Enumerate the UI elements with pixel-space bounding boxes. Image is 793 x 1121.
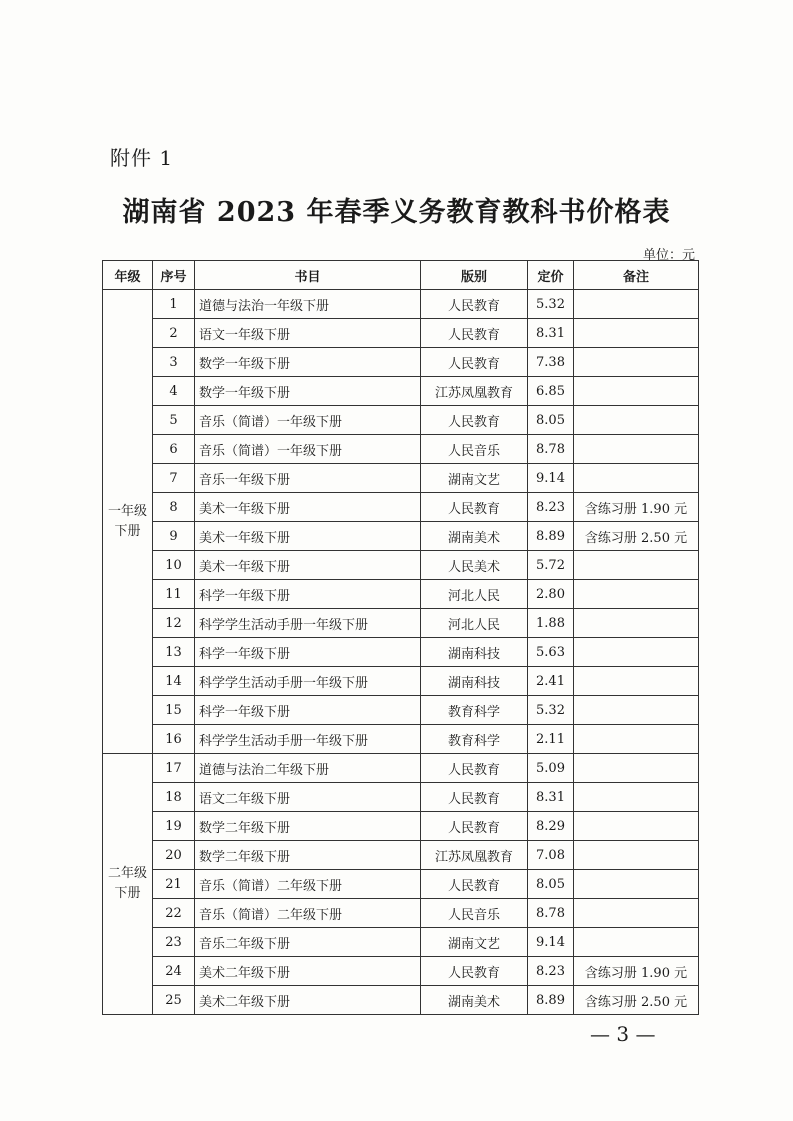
publisher-cell: 教育科学 bbox=[421, 725, 528, 754]
row-number-cell: 9 bbox=[153, 522, 195, 551]
table-row bbox=[103, 435, 699, 464]
book-title-cell: 美术一年级下册 bbox=[195, 522, 421, 551]
row-number-cell: 18 bbox=[153, 783, 195, 812]
note-cell bbox=[574, 580, 699, 609]
book-title-cell: 科学学生活动手册一年级下册 bbox=[195, 725, 421, 754]
note-cell: 含练习册 1.90 元 bbox=[574, 957, 699, 986]
grade-cell bbox=[103, 290, 153, 754]
publisher-cell: 江苏凤凰教育 bbox=[421, 841, 528, 870]
note-cell bbox=[574, 319, 699, 348]
note-cell bbox=[574, 667, 699, 696]
book-title-cell: 美术二年级下册 bbox=[195, 986, 421, 1015]
note-cell bbox=[574, 551, 699, 580]
header-title: 书目 bbox=[195, 261, 421, 290]
publisher-cell: 人民教育 bbox=[421, 319, 528, 348]
book-title-cell: 科学一年级下册 bbox=[195, 696, 421, 725]
note-cell: 含练习册 2.50 元 bbox=[574, 986, 699, 1015]
price-cell: 8.31 bbox=[528, 783, 574, 812]
table-row bbox=[103, 696, 699, 725]
row-number-cell: 1 bbox=[153, 290, 195, 319]
price-cell: 8.23 bbox=[528, 493, 574, 522]
price-cell: 1.88 bbox=[528, 609, 574, 638]
row-number-cell: 11 bbox=[153, 580, 195, 609]
price-cell: 8.78 bbox=[528, 899, 574, 928]
table-body bbox=[103, 290, 699, 1015]
price-cell: 5.72 bbox=[528, 551, 574, 580]
row-number-cell: 12 bbox=[153, 609, 195, 638]
note-cell bbox=[574, 638, 699, 667]
book-title-cell: 语文二年级下册 bbox=[195, 783, 421, 812]
price-table bbox=[102, 260, 699, 1015]
publisher-cell: 河北人民 bbox=[421, 609, 528, 638]
grade-cell bbox=[103, 754, 153, 1015]
attachment-label: 附件 1 bbox=[110, 146, 174, 170]
table-row bbox=[103, 580, 699, 609]
table-row bbox=[103, 928, 699, 957]
price-cell: 2.80 bbox=[528, 580, 574, 609]
page-number: — 3 — bbox=[590, 1022, 656, 1046]
price-cell: 5.32 bbox=[528, 696, 574, 725]
book-title-cell: 美术一年级下册 bbox=[195, 551, 421, 580]
table-row bbox=[103, 870, 699, 899]
table-row bbox=[103, 986, 699, 1015]
row-number-cell: 24 bbox=[153, 957, 195, 986]
note-cell bbox=[574, 754, 699, 783]
row-number-cell: 25 bbox=[153, 986, 195, 1015]
row-number-cell: 13 bbox=[153, 638, 195, 667]
price-cell: 8.31 bbox=[528, 319, 574, 348]
book-title-cell: 数学一年级下册 bbox=[195, 348, 421, 377]
price-cell: 8.05 bbox=[528, 406, 574, 435]
table-row bbox=[103, 406, 699, 435]
table-row bbox=[103, 725, 699, 754]
row-number-cell: 14 bbox=[153, 667, 195, 696]
table-row bbox=[103, 667, 699, 696]
table-row bbox=[103, 319, 699, 348]
book-title-cell: 科学学生活动手册一年级下册 bbox=[195, 609, 421, 638]
note-cell bbox=[574, 290, 699, 319]
header-note: 备注 bbox=[574, 261, 699, 290]
table-row bbox=[103, 551, 699, 580]
table-row bbox=[103, 609, 699, 638]
note-cell bbox=[574, 812, 699, 841]
note-cell bbox=[574, 899, 699, 928]
note-cell bbox=[574, 464, 699, 493]
note-cell bbox=[574, 870, 699, 899]
row-number-cell: 22 bbox=[153, 899, 195, 928]
header-no: 序号 bbox=[153, 261, 195, 290]
row-number-cell: 10 bbox=[153, 551, 195, 580]
table-row bbox=[103, 638, 699, 667]
publisher-cell: 湖南美术 bbox=[421, 522, 528, 551]
grade-label: 一年级 bbox=[107, 503, 147, 519]
publisher-cell: 人民教育 bbox=[421, 754, 528, 783]
book-title-cell: 数学二年级下册 bbox=[195, 841, 421, 870]
book-title-cell: 道德与法治二年级下册 bbox=[195, 754, 421, 783]
document-title: 湖南省 2023 年春季义务教育教科书价格表 bbox=[122, 197, 671, 228]
price-cell: 8.78 bbox=[528, 435, 574, 464]
publisher-cell: 人民教育 bbox=[421, 783, 528, 812]
note-cell: 含练习册 1.90 元 bbox=[574, 493, 699, 522]
table-row bbox=[103, 841, 699, 870]
publisher-cell: 人民教育 bbox=[421, 290, 528, 319]
row-number-cell: 5 bbox=[153, 406, 195, 435]
publisher-cell: 人民教育 bbox=[421, 870, 528, 899]
row-number-cell: 7 bbox=[153, 464, 195, 493]
publisher-cell: 湖南文艺 bbox=[421, 464, 528, 493]
publisher-cell: 人民教育 bbox=[421, 957, 528, 986]
note-cell bbox=[574, 348, 699, 377]
price-cell: 2.11 bbox=[528, 725, 574, 754]
row-number-cell: 23 bbox=[153, 928, 195, 957]
price-cell: 5.09 bbox=[528, 754, 574, 783]
price-cell: 5.32 bbox=[528, 290, 574, 319]
publisher-cell: 河北人民 bbox=[421, 580, 528, 609]
row-number-cell: 4 bbox=[153, 377, 195, 406]
note-cell bbox=[574, 696, 699, 725]
table-row bbox=[103, 957, 699, 986]
table-header-row bbox=[103, 261, 699, 290]
row-number-cell: 16 bbox=[153, 725, 195, 754]
note-cell bbox=[574, 725, 699, 754]
grade-label: 二年级 bbox=[107, 866, 147, 881]
table-row bbox=[103, 812, 699, 841]
table-row bbox=[103, 783, 699, 812]
book-title-cell: 科学学生活动手册一年级下册 bbox=[195, 667, 421, 696]
table-row bbox=[103, 899, 699, 928]
price-cell: 9.14 bbox=[528, 928, 574, 957]
publisher-cell: 湖南科技 bbox=[421, 638, 528, 667]
price-cell: 8.89 bbox=[528, 522, 574, 551]
publisher-cell: 人民教育 bbox=[421, 406, 528, 435]
price-cell: 8.05 bbox=[528, 870, 574, 899]
note-cell bbox=[574, 406, 699, 435]
note-cell: 含练习册 2.50 元 bbox=[574, 522, 699, 551]
book-title-cell: 美术二年级下册 bbox=[195, 957, 421, 986]
header-publisher: 版别 bbox=[421, 261, 528, 290]
row-number-cell: 17 bbox=[153, 754, 195, 783]
row-number-cell: 20 bbox=[153, 841, 195, 870]
book-title-cell: 音乐（简谱）二年级下册 bbox=[195, 870, 421, 899]
book-title-cell: 音乐（简谱）二年级下册 bbox=[195, 899, 421, 928]
publisher-cell: 人民音乐 bbox=[421, 899, 528, 928]
note-cell bbox=[574, 609, 699, 638]
grade-volume-label: 下册 bbox=[114, 886, 141, 901]
publisher-cell: 教育科学 bbox=[421, 696, 528, 725]
price-cell: 9.14 bbox=[528, 464, 574, 493]
note-cell bbox=[574, 435, 699, 464]
table-row bbox=[103, 754, 699, 783]
price-cell: 8.29 bbox=[528, 812, 574, 841]
book-title-cell: 音乐二年级下册 bbox=[195, 928, 421, 957]
publisher-cell: 湖南美术 bbox=[421, 986, 528, 1015]
publisher-cell: 湖南科技 bbox=[421, 667, 528, 696]
table-row bbox=[103, 377, 699, 406]
book-title-cell: 数学二年级下册 bbox=[195, 812, 421, 841]
price-cell: 5.63 bbox=[528, 638, 574, 667]
price-cell: 2.41 bbox=[528, 667, 574, 696]
note-cell bbox=[574, 928, 699, 957]
publisher-cell: 人民教育 bbox=[421, 348, 528, 377]
table-row bbox=[103, 348, 699, 377]
header-grade: 年级 bbox=[103, 261, 153, 290]
publisher-cell: 人民音乐 bbox=[421, 435, 528, 464]
table-row bbox=[103, 522, 699, 551]
book-title-cell: 科学一年级下册 bbox=[195, 580, 421, 609]
publisher-cell: 湖南文艺 bbox=[421, 928, 528, 957]
publisher-cell: 江苏凤凰教育 bbox=[421, 377, 528, 406]
book-title-cell: 音乐（简谱）一年级下册 bbox=[195, 435, 421, 464]
publisher-cell: 人民教育 bbox=[421, 812, 528, 841]
row-number-cell: 15 bbox=[153, 696, 195, 725]
publisher-cell: 人民美术 bbox=[421, 551, 528, 580]
book-title-cell: 数学一年级下册 bbox=[195, 377, 421, 406]
publisher-cell: 人民教育 bbox=[421, 493, 528, 522]
price-cell: 7.08 bbox=[528, 841, 574, 870]
table-row bbox=[103, 464, 699, 493]
row-number-cell: 19 bbox=[153, 812, 195, 841]
table-row bbox=[103, 493, 699, 522]
unit-label: 单位：元 bbox=[642, 248, 695, 263]
row-number-cell: 21 bbox=[153, 870, 195, 899]
table-row bbox=[103, 290, 699, 319]
book-title-cell: 音乐一年级下册 bbox=[195, 464, 421, 493]
note-cell bbox=[574, 841, 699, 870]
header-price: 定价 bbox=[528, 261, 574, 290]
row-number-cell: 8 bbox=[153, 493, 195, 522]
note-cell bbox=[574, 377, 699, 406]
book-title-cell: 美术一年级下册 bbox=[195, 493, 421, 522]
price-cell: 8.23 bbox=[528, 957, 574, 986]
grade-volume-label: 下册 bbox=[114, 523, 141, 539]
book-title-cell: 语文一年级下册 bbox=[195, 319, 421, 348]
book-title-cell: 音乐（简谱）一年级下册 bbox=[195, 406, 421, 435]
row-number-cell: 2 bbox=[153, 319, 195, 348]
book-title-cell: 科学一年级下册 bbox=[195, 638, 421, 667]
book-title-cell: 道德与法治一年级下册 bbox=[195, 290, 421, 319]
note-cell bbox=[574, 783, 699, 812]
row-number-cell: 6 bbox=[153, 435, 195, 464]
price-cell: 8.89 bbox=[528, 986, 574, 1015]
price-cell: 6.85 bbox=[528, 377, 574, 406]
price-cell: 7.38 bbox=[528, 348, 574, 377]
row-number-cell: 3 bbox=[153, 348, 195, 377]
